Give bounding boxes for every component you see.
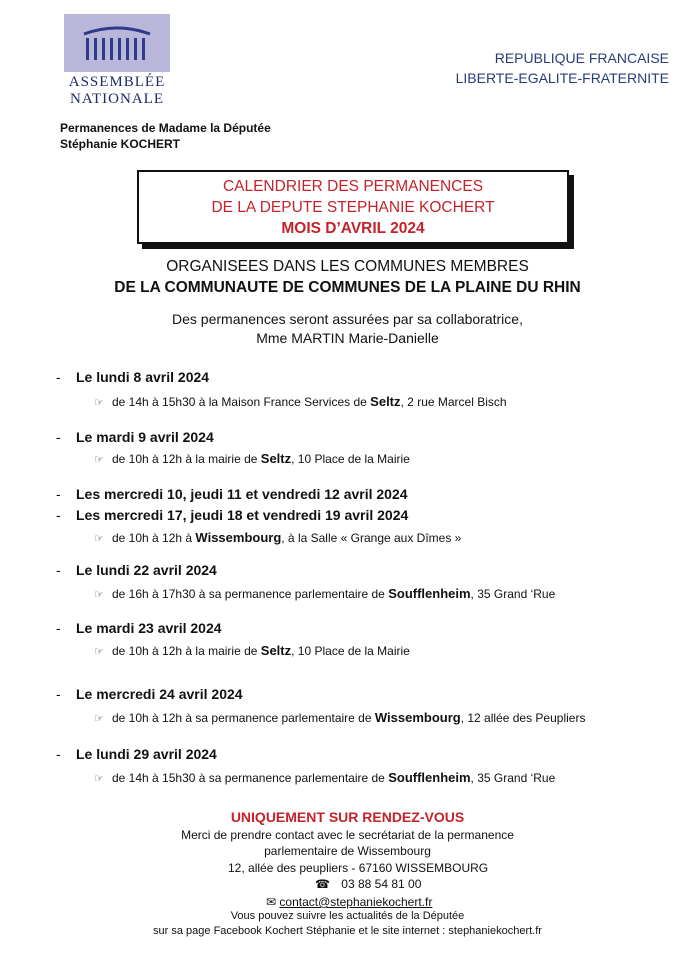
list-dash: - xyxy=(56,507,61,523)
rdv-notice: UNIQUEMENT SUR RENDEZ-VOUS xyxy=(230,809,465,825)
email-link[interactable]: contact@stephaniekochert.fr xyxy=(279,895,433,909)
footer-line2: parlementaire de Wissembourg xyxy=(264,844,431,858)
subtitle-line3: Des permanences seront assurées par sa collaboratrice, xyxy=(172,311,523,327)
list-dash: - xyxy=(56,562,61,578)
pointing-hand-icon: ☞ xyxy=(94,533,104,545)
entry-detail: ☞ de 10h à 12h à la mairie de Seltz, 10 Place de la Mairie xyxy=(94,451,410,466)
envelope-icon: ✉ xyxy=(266,895,277,909)
entry-detail: ☞ de 14h à 15h30 à sa permanence parlementaire de Soufflenheim, 35 Grand ‘Rue xyxy=(94,770,556,785)
entry-date-2: Les mercredi 17, jeudi 18 et vendredi 19 avril 2024 xyxy=(76,507,409,523)
list-dash: - xyxy=(56,486,61,502)
phone-number: 03 88 54 81 00 xyxy=(341,877,422,891)
subtitle-line1: ORGANISEES DANS LES COMMUNES MEMBRES xyxy=(166,258,529,275)
email-row xyxy=(266,895,432,909)
entry-date: Le mardi 9 avril 2024 xyxy=(76,429,214,445)
title-line1: CALENDRIER DES PERMANENCES xyxy=(222,178,484,195)
entry-detail: ☞ de 10h à 12h à la mairie de Seltz, 10 Place de la Mairie xyxy=(94,643,410,658)
entry-date: Le lundi 29 avril 2024 xyxy=(76,746,217,762)
phone-row xyxy=(315,877,421,891)
pointing-hand-icon: ☞ xyxy=(94,646,104,658)
assemblee-nationale-logo-icon xyxy=(64,14,170,110)
entry-date: Le lundi 8 avril 2024 xyxy=(76,369,210,385)
footer-line5: sur sa page Facebook Kochert Stéphanie et le site internet : stephaniekochert.fr xyxy=(153,925,542,937)
title-line3: MOIS D’AVRIL 2024 xyxy=(281,220,425,237)
pointing-hand-icon: ☞ xyxy=(94,713,104,725)
pointing-hand-icon: ☞ xyxy=(94,397,104,409)
entry-detail: ☞ de 10h à 12h à Wissembourg, à la Salle « Grange aux Dîmes » xyxy=(94,530,462,545)
entry-detail: ☞ de 16h à 17h30 à sa permanence parlementaire de Soufflenheim, 35 Grand ‘Rue xyxy=(94,586,556,601)
phone-icon: ☎ xyxy=(315,877,330,891)
entry-detail: ☞ de 14h à 15h30 à la Maison France Services de Seltz, 2 rue Marcel Bisch xyxy=(94,394,507,409)
pointing-hand-icon: ☞ xyxy=(94,454,104,466)
entry-date: Le lundi 22 avril 2024 xyxy=(76,562,217,578)
list-dash: - xyxy=(56,369,61,385)
logo-line1: ASSEMBLÉE xyxy=(68,74,166,90)
list-dash: - xyxy=(56,429,61,445)
list-dash: - xyxy=(56,746,61,762)
list-dash: - xyxy=(56,686,61,702)
republic-line2: LIBERTE-EGALITE-FRATERNITE xyxy=(455,70,669,86)
pointing-hand-icon: ☞ xyxy=(94,773,104,785)
subtitle-line2: DE LA COMMUNAUTE DE COMMUNES DE LA PLAINE DU RHIN xyxy=(114,279,581,296)
entry-date: Le mardi 23 avril 2024 xyxy=(76,620,222,636)
entry-detail: ☞ de 10h à 12h à sa permanence parlementaire de Wissembourg, 12 allée des Peupliers xyxy=(94,710,586,725)
logo-line2: NATIONALE xyxy=(70,91,164,107)
republic-line1: REPUBLIQUE FRANCAISE xyxy=(494,50,669,66)
subtitle-line4: Mme MARTIN Marie-Danielle xyxy=(256,330,439,346)
entry-date: Les mercredi 10, jeudi 11 et vendredi 12 avril 2024 xyxy=(76,486,408,502)
perm-line2: Stéphanie KOCHERT xyxy=(60,137,181,151)
footer-line4: Vous pouvez suivre les actualités de la Députée xyxy=(230,910,465,922)
perm-line1: Permanences de Madame la Députée xyxy=(60,121,271,135)
title-line2: DE LA DEPUTE STEPHANIE KOCHERT xyxy=(211,199,495,216)
entry-date: Le mercredi 24 avril 2024 xyxy=(76,686,243,702)
footer-line1: Merci de prendre contact avec le secrétariat de la permanence xyxy=(181,828,514,842)
pointing-hand-icon: ☞ xyxy=(94,589,104,601)
title-box xyxy=(137,170,569,244)
list-dash: - xyxy=(56,620,61,636)
footer-line3: 12, allée des peupliers - 67160 WISSEMBOURG xyxy=(228,861,489,875)
